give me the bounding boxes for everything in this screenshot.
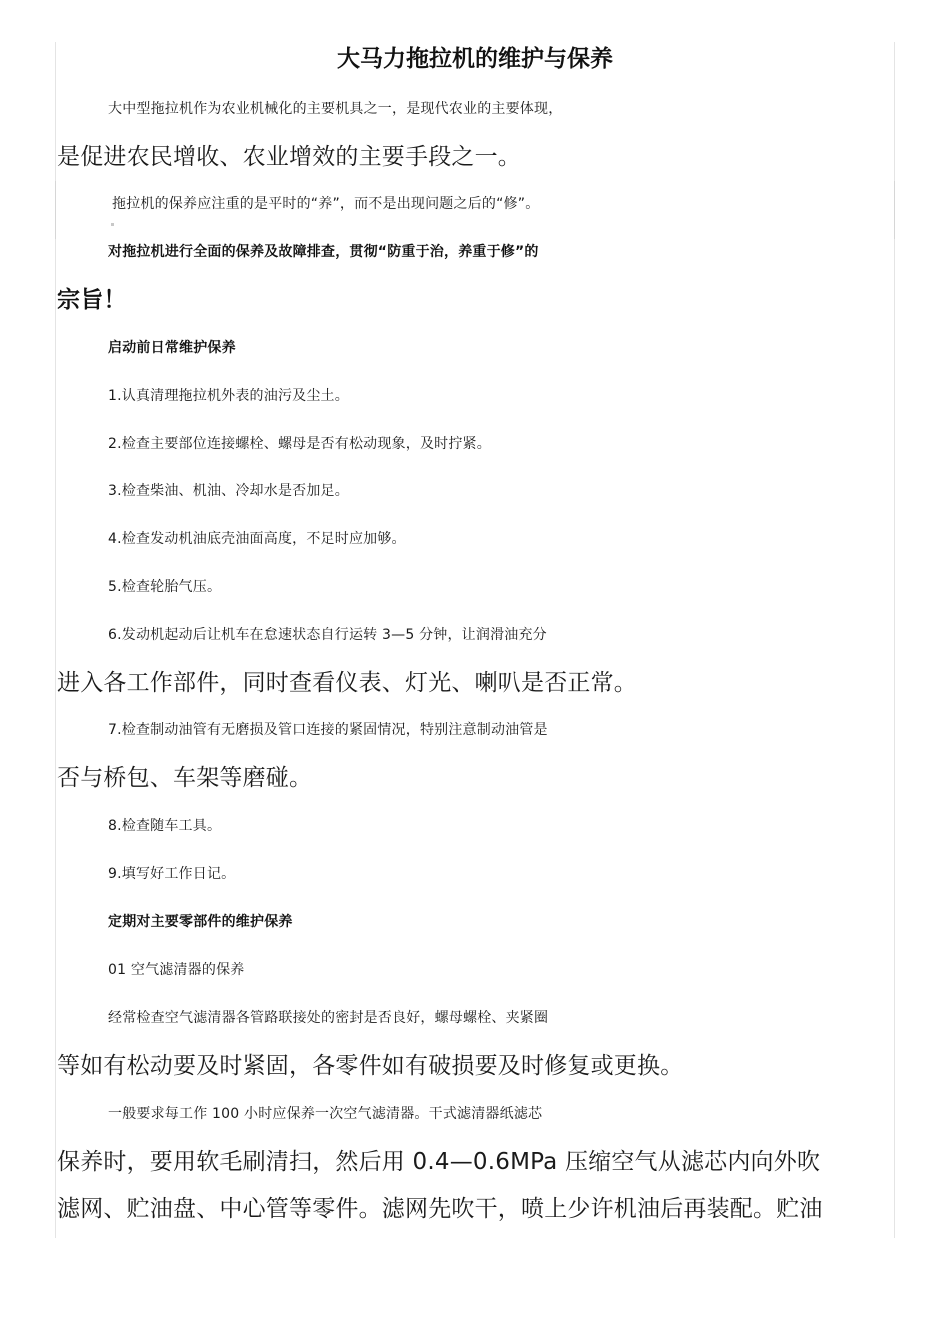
quote-marker [111,223,114,226]
list-item-5: 5.检查轮胎气压。 [108,579,222,595]
list-item-3: 3.检查柴油、机油、冷却水是否加足。 [108,483,349,499]
subsection-heading-air-filter: 01 空气滤清器的保养 [108,962,245,978]
intro-line-1: 大中型拖拉机作为农业机械化的主要机具之一，是现代农业的主要体现， [108,101,563,117]
list-item-6-line-1: 6.发动机起动后让机车在怠速状态自行运转 3—5 分钟，让润滑油充分 [108,627,547,643]
paragraph-2-line-1: 一般要求每工作 100 小时应保养一次空气滤清器。干式滤清器纸滤芯 [108,1106,543,1122]
list-item-8: 8.检查随车工具。 [108,818,222,834]
emphasis-line-1: 对拖拉机进行全面的保养及故障排查，贯彻“防重于治，养重于修”的 [108,244,539,260]
section-heading-daily: 启动前日常维护保养 [108,340,236,356]
quote-line: 拖拉机的保养应注重的是平时的“养”，而不是出现问题之后的“修”。 [112,196,540,212]
list-item-7-line-2: 否与桥包、车架等磨碰。 [57,765,313,791]
paragraph-1-line-1: 经常检查空气滤清器各管路联接处的密封是否良好，螺母螺栓、夹紧圈 [108,1010,549,1026]
list-item-6-line-2: 进入各工作部件，同时查看仪表、灯光、喇叭是否正常。 [57,670,637,696]
list-item-9: 9.填写好工作日记。 [108,866,236,882]
document-title: 大马力拖拉机的维护与保养 [337,46,613,72]
list-item-7-line-1: 7.检查制动油管有无磨损及管口连接的紧固情况，特别注意制动油管是 [108,722,548,738]
list-item-4: 4.检查发动机油底壳油面高度，不足时应加够。 [108,531,406,547]
intro-line-2: 是促进农民增收、农业增效的主要手段之一。 [57,144,521,170]
paragraph-1-line-2: 等如有松动要及时紧固，各零件如有破损要及时修复或更换。 [57,1053,684,1079]
list-item-1: 1.认真清理拖拉机外表的油污及尘土。 [108,388,349,404]
emphasis-line-2: 宗旨！ [57,287,127,313]
list-item-2: 2.检查主要部位连接螺栓、螺母是否有松动现象，及时拧紧。 [108,436,491,452]
section-heading-periodic: 定期对主要零部件的维护保养 [108,914,293,930]
paragraph-2-line-2: 保养时，要用软毛刷清扫，然后用 0.4—0.6MPa 压缩空气从滤芯内向外吹 [57,1149,821,1175]
paragraph-2-line-3: 滤网、贮油盘、中心管等零件。滤网先吹干，喷上少许机油后再装配。贮油 [57,1196,823,1222]
